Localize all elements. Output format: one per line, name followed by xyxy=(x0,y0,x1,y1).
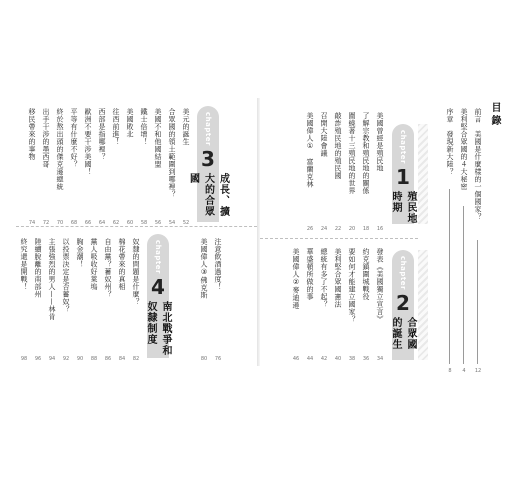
chapter-title: 殖民地時期 xyxy=(390,190,416,224)
left-page xyxy=(16,98,258,366)
toc-entry-text: 移民帶來的事物 xyxy=(28,108,36,161)
toc-entry-text: 前言 美國是什麼樣的一個國家？ xyxy=(474,108,482,221)
toc-entry-text: 美國偉人③佛克斯 xyxy=(200,238,208,299)
toc-entry-text: 圍繞著十三殖民地的世界 xyxy=(348,112,356,195)
toc-entry-text: 平等有什麼不好？ xyxy=(70,108,78,168)
toc-entry-page: 98 xyxy=(20,356,28,362)
toc-entry-text: 約克鎮圍城戰役 xyxy=(362,248,370,301)
toc-entry xyxy=(152,108,164,226)
toc-entry-page: 66 xyxy=(84,220,92,226)
toc-entry-text: 序章 發現新大陸？ xyxy=(446,108,454,176)
toc-entry-page: 8 xyxy=(448,368,452,374)
toc-entry-page: 46 xyxy=(292,356,300,362)
right-page xyxy=(260,98,504,374)
toc-entry-text: 總統有多了不起？ xyxy=(320,248,328,308)
toc-entry-text: 鐵士倍增！ xyxy=(140,108,148,146)
toc-entry-page: 64 xyxy=(98,220,106,226)
toc-entry-text: 以投票決定是否蓄奴？ xyxy=(62,238,70,313)
toc-entry-text: 要如何才能建立國家？ xyxy=(348,248,356,323)
toc-entry-text: 出手干涉的墨西哥 xyxy=(42,108,50,168)
leader-line xyxy=(463,206,464,365)
toc-entry-text: 美國偉人②麥迪遜 xyxy=(292,248,300,309)
chapter-label: chapter xyxy=(399,256,407,290)
toc-entry-text: 胸金潮！ xyxy=(76,238,84,268)
toc-entry-page: 34 xyxy=(376,356,384,362)
toc-entry-text: 美國偉人① 富蘭克林 xyxy=(306,112,314,188)
toc-entry xyxy=(472,108,484,374)
toc-entry-text: 主張強烈的男人——林肯 xyxy=(48,238,56,321)
toc-entry-page: 26 xyxy=(306,226,314,232)
toc-entry-text: 終究還是開戰！ xyxy=(20,238,28,291)
toc-entry xyxy=(166,108,178,226)
toc-entry-page: 70 xyxy=(56,220,64,226)
toc-entry xyxy=(46,238,58,362)
toc-entry-page: 68 xyxy=(70,220,78,226)
toc-entry-page: 94 xyxy=(48,356,56,362)
hatch-decoration xyxy=(418,250,428,360)
toc-entry xyxy=(54,108,66,226)
toc-entry-text: 召開大陸會議 xyxy=(320,112,328,157)
toc-entry-text: 發表《美國獨立宣言》 xyxy=(376,248,384,323)
toc-entry xyxy=(212,238,224,362)
toc-entry xyxy=(318,248,330,362)
chapter-4-tab xyxy=(147,234,169,358)
toc-entry xyxy=(130,238,142,362)
toc-entry xyxy=(332,112,344,232)
chapter-label: chapter xyxy=(204,112,212,146)
toc-entry xyxy=(360,248,372,362)
toc-entry-page: 62 xyxy=(112,220,120,226)
book-spread xyxy=(16,98,504,374)
toc-entry-text: 美利堅合眾國的４大秘密 xyxy=(460,108,468,191)
toc-entry xyxy=(82,108,94,226)
toc-entry xyxy=(444,108,456,374)
toc-entry xyxy=(116,238,128,362)
toc-entry-page: 96 xyxy=(34,356,42,362)
toc-entry xyxy=(198,238,210,362)
chapter-number: 4 xyxy=(151,274,165,299)
toc-entry-page: 22 xyxy=(334,226,342,232)
toc-entry-text: 奴隸的問題是什麼？ xyxy=(132,238,140,306)
toc-entry-page: 80 xyxy=(200,356,208,362)
toc-entry-page: 82 xyxy=(132,356,140,362)
toc-entry-text: 西部是指哪裡？ xyxy=(98,108,106,161)
toc-entry xyxy=(96,108,108,226)
toc-entry-text: 陸續脫離的南部州 xyxy=(34,238,42,298)
toc-entry-page: 72 xyxy=(42,220,50,226)
hatch-decoration xyxy=(418,124,428,224)
toc-entry-page: 44 xyxy=(306,356,314,362)
toc-entry-page: 84 xyxy=(118,356,126,362)
toc-entry-text: 黨人吸收好萊塢 xyxy=(90,238,98,291)
toc-entry xyxy=(346,248,358,362)
toc-entry xyxy=(68,108,80,226)
chapter-title: 成長、擴大的合眾國 xyxy=(187,172,229,217)
toc-entry-text: 敲詐殖民地的殖民國 xyxy=(334,112,342,180)
toc-entry-page: 42 xyxy=(320,356,328,362)
toc-entry xyxy=(102,238,114,362)
toc-entry-page: 90 xyxy=(76,356,84,362)
leader-line xyxy=(477,240,478,365)
toc-entry-text: 美國不和他國結盟 xyxy=(154,108,162,168)
toc-entry xyxy=(26,108,38,226)
toc-entry-text: 棉花帶來的真相 xyxy=(118,238,126,291)
chapter-3-tab xyxy=(187,106,229,222)
toc-entry-page: 56 xyxy=(154,220,162,226)
leader-line xyxy=(449,189,450,365)
section-divider xyxy=(260,238,418,239)
toc-entry-text: 美元的誕生 xyxy=(182,108,190,146)
toc-entry-text: 終於熬出頭的傑克遜總統 xyxy=(56,108,64,191)
toc-entry xyxy=(124,108,136,226)
toc-entry xyxy=(458,108,470,374)
toc-entry-text: 美國敗北 xyxy=(126,108,134,138)
toc-entry-page: 74 xyxy=(28,220,36,226)
toc-entry-text: 歐洲不要干涉美國！ xyxy=(84,108,92,176)
chapter-label: chapter xyxy=(154,240,162,274)
toc-entry xyxy=(60,238,72,362)
chapter-number: 1 xyxy=(396,164,410,189)
toc-entry-page: 20 xyxy=(348,226,356,232)
chapter-number: 2 xyxy=(396,290,410,315)
toc-entry xyxy=(332,248,344,362)
toc-entry-page: 92 xyxy=(62,356,70,362)
toc-entry xyxy=(32,238,44,362)
toc-entry xyxy=(304,112,316,232)
toc-entry xyxy=(304,248,316,362)
toc-entry-text: 了解宗教和殖民地的關係 xyxy=(362,112,370,195)
toc-entry-text: 華盛頓所做的事 xyxy=(306,248,314,301)
toc-entry-page: 58 xyxy=(140,220,148,226)
toc-entry-text: 合眾國的領土範圍到哪裡？ xyxy=(168,108,176,198)
chapter-label: chapter xyxy=(399,130,407,164)
toc-entry xyxy=(374,112,386,232)
toc-entry-page: 54 xyxy=(168,220,176,226)
toc-entry xyxy=(74,238,86,362)
toc-entry-page: 4 xyxy=(462,368,466,374)
page-title: 目錄 xyxy=(489,102,500,128)
toc-entry-page: 60 xyxy=(126,220,134,226)
toc-entry xyxy=(290,248,302,362)
toc-entry-text: 注意飲酒過度！ xyxy=(214,238,222,291)
toc-entry xyxy=(360,112,372,232)
toc-entry-page: 18 xyxy=(362,226,370,232)
toc-entry-text: 自由黨？蓄奴州？ xyxy=(104,238,112,298)
chapter-title: 合眾國的誕生 xyxy=(390,316,416,350)
toc-entry xyxy=(18,238,30,362)
toc-entry xyxy=(110,108,122,226)
toc-entry-text: 美國曾經是殖民地 xyxy=(376,112,384,172)
toc-entry xyxy=(318,112,330,232)
section-divider xyxy=(16,226,257,227)
toc-entry xyxy=(40,108,52,226)
toc-entry-text: 美利堅合眾國憲法 xyxy=(334,248,342,308)
toc-entry-text: 往西前進！ xyxy=(112,108,120,146)
toc-entry-page: 38 xyxy=(348,356,356,362)
toc-entry-page: 86 xyxy=(104,356,112,362)
toc-entry-page: 16 xyxy=(376,226,384,232)
toc-entry-page: 76 xyxy=(214,356,222,362)
toc-entry xyxy=(88,238,100,362)
toc-entry xyxy=(374,248,386,362)
toc-entry xyxy=(346,112,358,232)
toc-entry-page: 12 xyxy=(474,368,482,374)
chapter-number: 3 xyxy=(201,146,215,171)
toc-entry xyxy=(138,108,150,226)
chapter-2-tab xyxy=(392,250,414,360)
toc-entry-page: 24 xyxy=(320,226,328,232)
toc-entry-page: 88 xyxy=(90,356,98,362)
chapter-1-tab xyxy=(392,124,414,224)
toc-entry-page: 52 xyxy=(182,220,190,226)
toc-entry xyxy=(180,108,192,226)
toc-entry-page: 40 xyxy=(334,356,342,362)
chapter-title: 南北戰爭和奴隸制度 xyxy=(145,300,171,356)
toc-entry-page: 36 xyxy=(362,356,370,362)
